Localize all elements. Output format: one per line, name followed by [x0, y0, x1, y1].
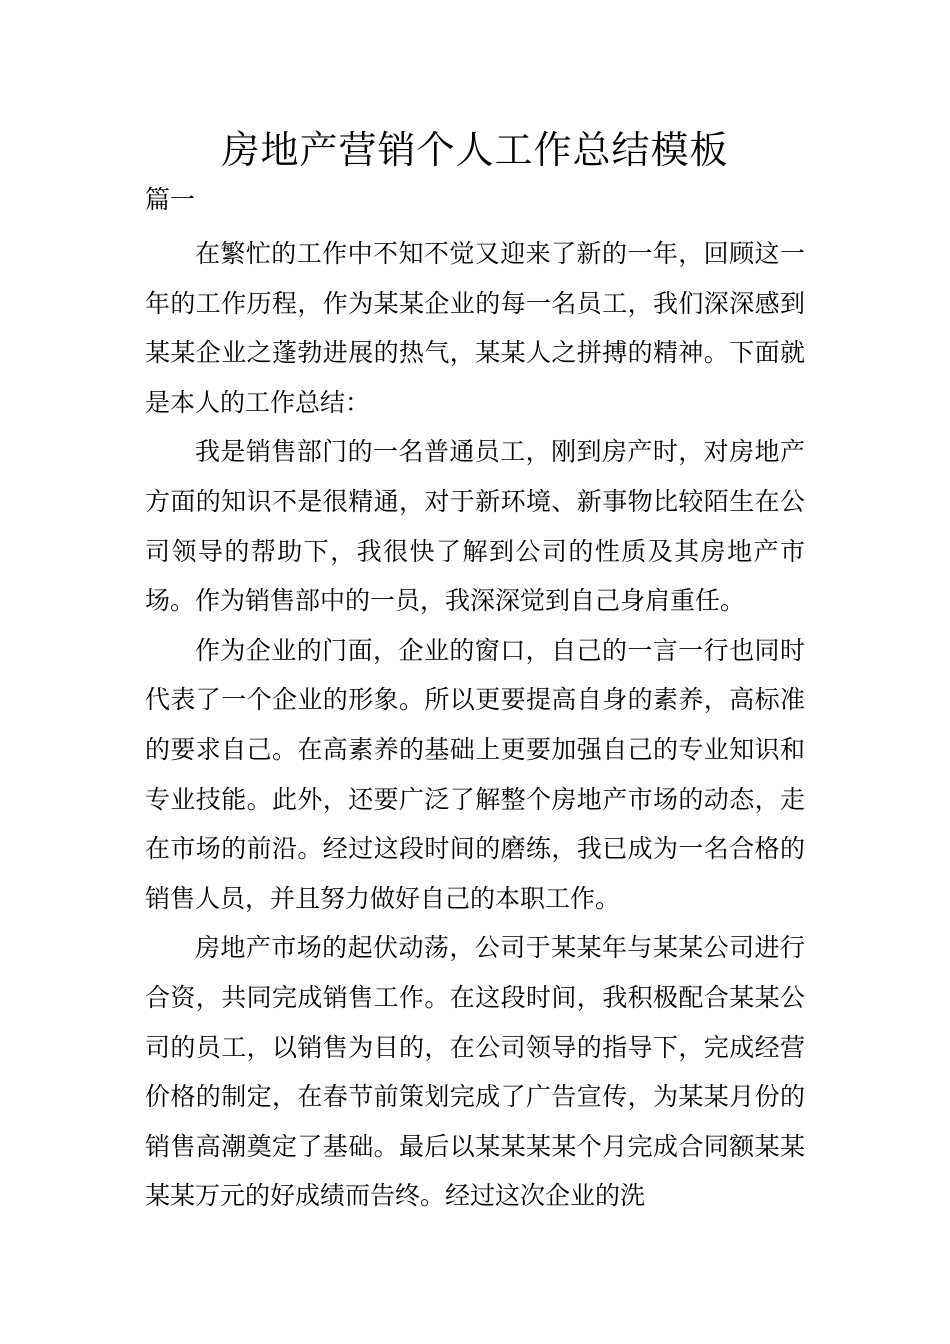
document-body — [145, 229, 805, 1221]
paragraph: 作为企业的门面，企业的窗口，自己的一言一行也同时代表了一个企业的形象。所以更要提高自身的素养，高标准的要求自己。在高素养的基础上更要加强自己的专业知识和专业技能。此外，还要广泛了解整个房地产市场的动态，走在市场的前沿。经过这段时间的磨练，我已成为一名合格的销售人员，并且努力做好自己的本职工作。 — [145, 635, 805, 913]
paragraph: 我是销售部门的一名普通员工，刚到房产时，对房地产方面的知识不是很精通，对于新环境、新事物比较陌生在公司领导的帮助下，我很快了解到公司的性质及其房地产市场。作为销售部中的一员，我深深觉到自己身肩重任。 — [145, 437, 805, 616]
document-title: 房地产营销个人工作总结模板 — [221, 128, 729, 172]
paragraph: 房地产市场的起伏动荡，公司于某某年与某某公司进行合资，共同完成销售工作。在这段时间，我积极配合某某公司的员工，以销售为目的，在公司领导的指导下，完成经营价格的制定，在春节前策划完成了广告宣传，为某某月份的销售高潮奠定了基础。最后以某某某某个月完成合同额某某某某万元的好成绩而告终。经过这次企业的洗 — [145, 933, 805, 1211]
section-label: 篇一 — [145, 185, 196, 214]
paragraph: 在繁忙的工作中不知不觉又迎来了新的一年，回顾这一年的工作历程，作为某某企业的每一名员工，我们深深感到某某企业之蓬勃进展的热气，某某人之拼搏的精神。下面就是本人的工作总结： — [145, 239, 805, 417]
